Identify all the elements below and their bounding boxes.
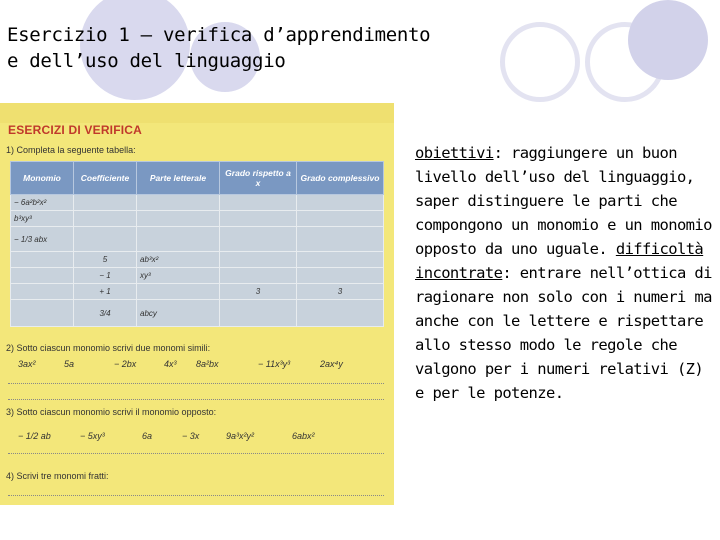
monomial: 6abx² <box>292 431 315 441</box>
monomial: 4x³ <box>164 359 177 369</box>
scan-top-strip <box>0 103 394 123</box>
table-cell <box>220 300 297 327</box>
slide-title-line1: Esercizio 1 – verifica d’apprendimento <box>7 24 431 46</box>
answer-line <box>8 495 384 496</box>
answer-line <box>8 453 384 454</box>
objectives-text: : raggiungere un buon livello dell’uso del linguaggio, saper distinguere le parti che compongono un monomio e un monomio opposto da uno uguale. <box>415 144 712 258</box>
table-cell <box>74 195 137 211</box>
table-row <box>11 195 384 211</box>
scan-header: ESERCIZI DI VERIFICA <box>8 123 143 137</box>
table-header: Grado complessivo <box>297 162 384 195</box>
table-cell <box>220 195 297 211</box>
slide-title-line2: e dell’uso del linguaggio <box>7 50 286 72</box>
table-cell <box>297 252 384 268</box>
table-row <box>11 211 384 227</box>
table-cell: − 1 <box>74 268 137 284</box>
slide-title <box>7 22 430 74</box>
table-cell: 3 <box>220 284 297 300</box>
table-cell: − 1/3 abx <box>11 227 74 252</box>
question-3-items <box>18 431 315 441</box>
table-row <box>11 284 384 300</box>
table-cell <box>137 227 220 252</box>
table-header: Parte letterale <box>137 162 220 195</box>
table-cell: − 6a²b²x² <box>11 195 74 211</box>
question-2: 2) Sotto ciascun monomio scrivi due monomi simili: <box>6 343 211 353</box>
table-cell: ab³x² <box>137 252 220 268</box>
monomial: 6a <box>142 431 153 441</box>
table-cell <box>11 300 74 327</box>
answer-line <box>8 383 384 384</box>
table-row <box>11 300 384 327</box>
table-cell <box>297 195 384 211</box>
table-row <box>11 252 384 268</box>
table-cell <box>137 284 220 300</box>
table-cell: xy³ <box>137 268 220 284</box>
table-cell <box>137 211 220 227</box>
table-cell: 3/4 <box>74 300 137 327</box>
monomial: − 3x <box>182 431 200 441</box>
table-row <box>11 227 384 252</box>
monomial: − 1/2 ab <box>18 431 51 441</box>
question-4: 4) Scrivi tre monomi fratti: <box>6 471 109 481</box>
table-cell <box>220 227 297 252</box>
monomial: 9a³x²y² <box>226 431 255 441</box>
answer-line <box>8 399 384 400</box>
table-cell <box>137 195 220 211</box>
table-cell <box>74 211 137 227</box>
decor-circle <box>628 0 708 80</box>
table-cell <box>220 268 297 284</box>
table-cell <box>297 211 384 227</box>
monomial: 3ax² <box>18 359 36 369</box>
table-header: Coefficiente <box>74 162 137 195</box>
table-cell: b³xy³ <box>11 211 74 227</box>
table-header: Grado rispetto a x <box>220 162 297 195</box>
objectives-label: obiettivi <box>415 144 494 162</box>
table-cell <box>220 252 297 268</box>
notes-text <box>415 141 715 405</box>
monomial: − 5xy³ <box>80 431 105 441</box>
table-cell <box>220 211 297 227</box>
table-cell <box>11 268 74 284</box>
difficulties-label: difficoltà incontrate <box>415 240 704 282</box>
monomial: 5a <box>64 359 75 369</box>
table-cell: + 1 <box>74 284 137 300</box>
table-cell <box>297 227 384 252</box>
monomial: 8a²bx <box>196 359 219 369</box>
table-cell <box>11 284 74 300</box>
table-cell: 5 <box>74 252 137 268</box>
table-header: Monomio <box>11 162 74 195</box>
textbook-scan-image <box>0 103 394 505</box>
question-3: 3) Sotto ciascun monomio scrivi il monomio opposto: <box>6 407 217 417</box>
question-2-items <box>18 359 343 369</box>
monomial: 2ax⁴y <box>320 359 343 369</box>
table-cell <box>11 252 74 268</box>
table-cell: 3 <box>297 284 384 300</box>
monomial: − 2bx <box>114 359 137 369</box>
difficulties-text: : entrare nell’ottica di ragionare non solo con i numeri ma anche con le lettere e rispettare allo stesso modo le regole che valgono per i numeri relativi (Z) e per le potenze. <box>415 264 712 402</box>
table-cell <box>297 268 384 284</box>
table-cell: abcy <box>137 300 220 327</box>
exercise-table <box>10 161 384 327</box>
decor-ring <box>500 22 580 102</box>
monomial: − 11x³y³ <box>258 359 291 369</box>
table-cell <box>297 300 384 327</box>
table-cell <box>74 227 137 252</box>
table-row <box>11 268 384 284</box>
question-1: 1) Completa la seguente tabella: <box>6 145 136 155</box>
